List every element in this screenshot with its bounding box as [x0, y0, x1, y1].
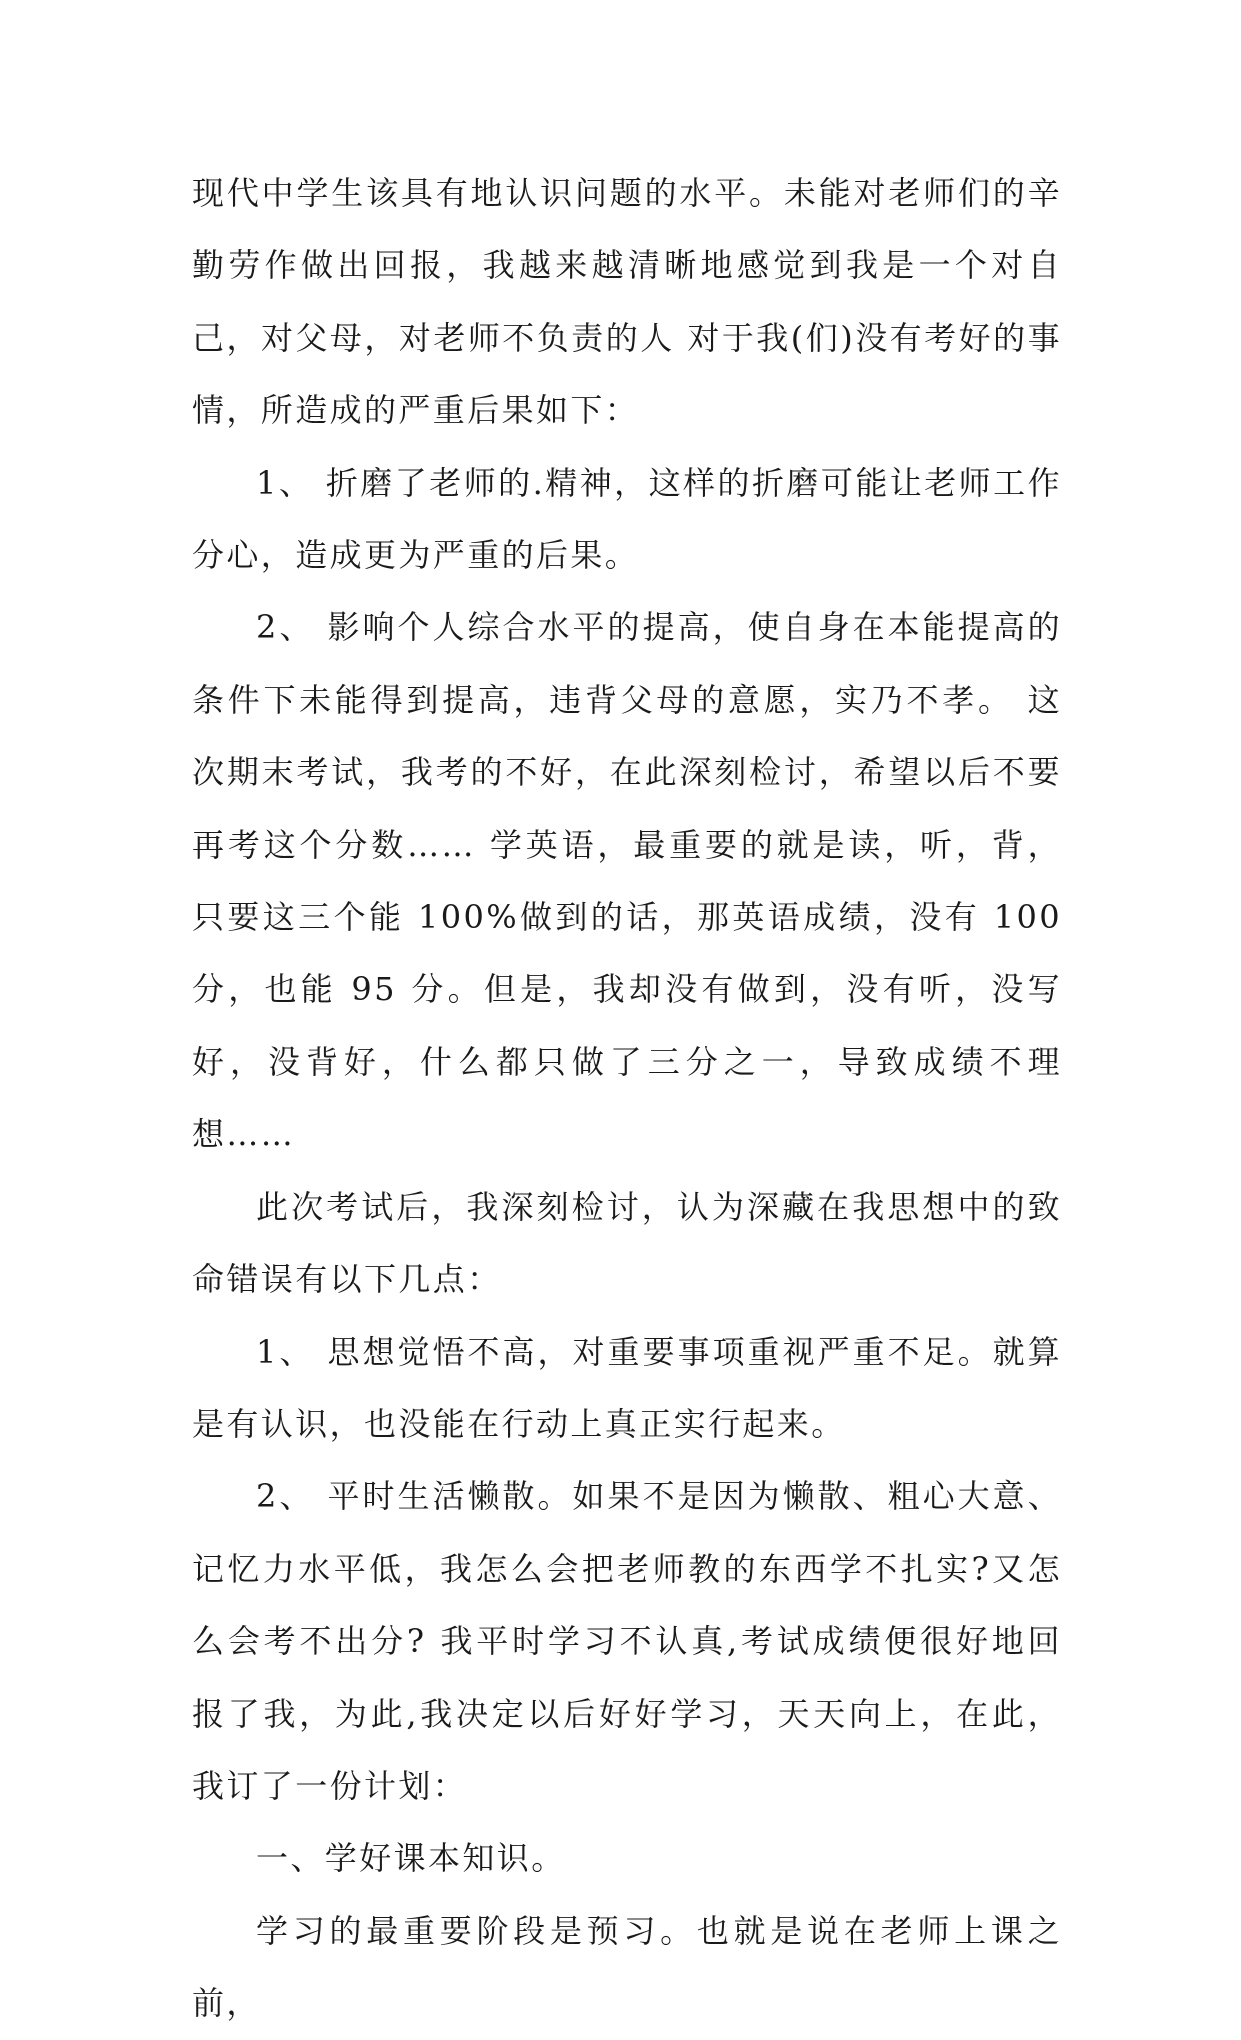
paragraph: 1、 折磨了老师的.精神，这样的折磨可能让老师工作分心，造成更为严重的后果。 [192, 463, 1062, 575]
paragraph: 此次考试后，我深刻检讨，认为深藏在我思想中的致命错误有以下几点： [192, 1187, 1062, 1299]
document-body [192, 157, 1062, 2040]
paragraph: 现代中学生该具有地认识问题的水平。未能对老师们的辛勤劳作做出回报，我越来越清晰地感觉到我是一个对自己，对父母，对老师不负责的人 对于我(们)没有考好的事情，所造成的严重后果如下： [192, 174, 1062, 430]
paragraph: 1、 思想觉悟不高，对重要事项重视严重不足。就算是有认识，也没能在行动上真正实行起来。 [192, 1332, 1062, 1443]
paragraph: 学习的最重要阶段是预习。也就是说在老师上课之前， [192, 1911, 1062, 2023]
paragraph: 2、 影响个人综合水平的提高，使自身在本能提高的条件下未能得到提高，违背父母的意愿，实乃不孝。 这次期末考试，我考的不好，在此深刻检讨，希望以后不要再考这个分数…… 学英语，最重要的就是读，听，背，只要这三个能 100%做到的话，那英语成绩，没有 100 分，也能 95 分。但是，我却没有做到，没有听，没写好，没背好，什么都只做了三分之一，导致成绩不理想…… [192, 608, 1062, 1154]
paragraph: 一、学好课本知识。 [256, 1839, 566, 1878]
paragraph: 2、 平时生活懒散。如果不是因为懒散、粗心大意、记忆力水平低，我怎么会把老师教的东西学不扎实?又怎么会考不出分? 我平时学习不认真,考试成绩便很好地回报了我，为此,我决定以后好好学习，天天向上，在此，我订了一份计划： [192, 1477, 1062, 1805]
